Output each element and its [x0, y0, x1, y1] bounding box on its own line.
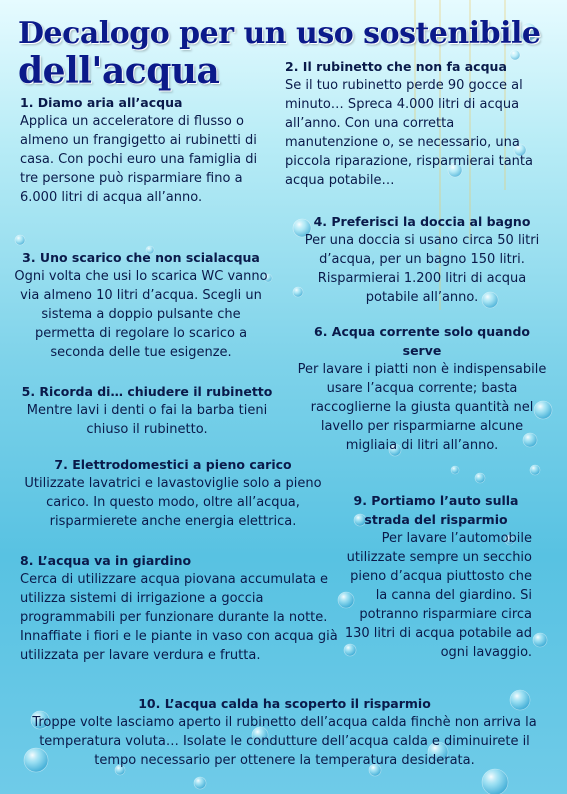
tip-4 — [298, 212, 546, 307]
tip-4-title: 4. Preferisci la doccia al bagno — [313, 214, 531, 229]
tip-5-title: 5. Ricorda di… chiudere il rubinetto — [21, 384, 273, 399]
tip-2-title: 2. Il rubinetto che non fa acqua — [285, 59, 507, 74]
tip-5-text: Mentre lavi i denti o fai la barba tieni chiuso il rubinetto. — [26, 403, 268, 437]
tip-5 — [12, 382, 282, 439]
tip-7 — [8, 455, 338, 531]
tip-7-text: Utilizzate lavatrici e lavastoviglie solo a pieno carico. In questo modo, oltre all’acqua, risparmierete anche energia elettrica. — [24, 476, 322, 529]
tip-10-title: 10. L’acqua calda ha scoperto il risparmio — [138, 696, 431, 711]
tip-1 — [20, 93, 270, 207]
tip-3 — [10, 248, 272, 362]
tip-6-title: 6. Acqua corrente solo quando serve — [314, 324, 530, 358]
tip-7-title: 7. Elettrodomestici a pieno carico — [54, 457, 292, 472]
tip-8-title: 8. L’acqua va in giardino — [20, 553, 192, 568]
poster-title: Decalogo per un uso sostenibile — [18, 16, 541, 51]
tip-8-text: Cerca di utilizzare acqua piovana accumulata e utilizza sistemi di irrigazione a goccia programmabili per funzionare durante la notte. Innaffiate i fiori e le piante in vaso con acqua già utilizzata per lavare verdura e frutta. — [20, 572, 338, 663]
tip-3-title: 3. Uno scarico che non scialacqua — [22, 250, 260, 265]
poster-title-subline: dell'acqua — [18, 50, 220, 92]
tip-9-title: 9. Portiamo l’auto sulla strada del risparmio — [353, 493, 519, 527]
tip-9-text: Per lavare l’automobile utilizzate sempre un secchio pieno d’acqua piuttosto che la canna del giardino. Si potranno risparmiare circa 130 litri di acqua potabile ad ogni lavaggio. — [344, 531, 532, 660]
tip-6-text: Per lavare i piatti non è indispensabile usare l’acqua corrente; basta raccoglierne la giusta quantità nel lavello per risparmiarne alcune migliaia di litri all’anno. — [297, 362, 547, 453]
tip-1-text: Applica un acceleratore di flusso o almeno un frangigetto ai rubinetti di casa. Con pochi euro una famiglia di tre persone può risparmiare fino a 6.000 litri di acqua all’anno. — [20, 114, 258, 205]
tip-3-text: Ogni volta che usi lo scarica WC vanno via almeno 10 litri d’acqua. Scegli un sistema a doppio pulsante che permetta di regolare lo scarico a seconda delle tue esigenze. — [14, 269, 268, 360]
tip-10 — [22, 694, 547, 770]
tip-2-text: Se il tuo rubinetto perde 90 gocce al minuto… Spreca 4.000 litri di acqua all’anno. Con una corretta manutenzione o, se necessario, una piccola riparazione, risparmierai tanta acqua potabile… — [285, 78, 533, 188]
tip-6 — [294, 322, 550, 455]
tip-4-text: Per una doccia si usano circa 50 litri d’acqua, per un bagno 150 litri. Risparmierai 1.200 litri di acqua potabile all’anno. — [304, 233, 540, 305]
tip-2 — [285, 57, 547, 190]
tip-9 — [340, 491, 532, 662]
tip-8 — [20, 551, 350, 665]
tip-1-title: 1. Diamo aria all’acqua — [20, 95, 183, 110]
tip-10-text: Troppe volte lasciamo aperto il rubinetto dell’acqua calda finchè non arriva la temperatura voluta… Isolate le condutture dell’acqua calda e diminuirete il tempo necessario per ottenere la temperatura desiderata. — [32, 715, 537, 768]
